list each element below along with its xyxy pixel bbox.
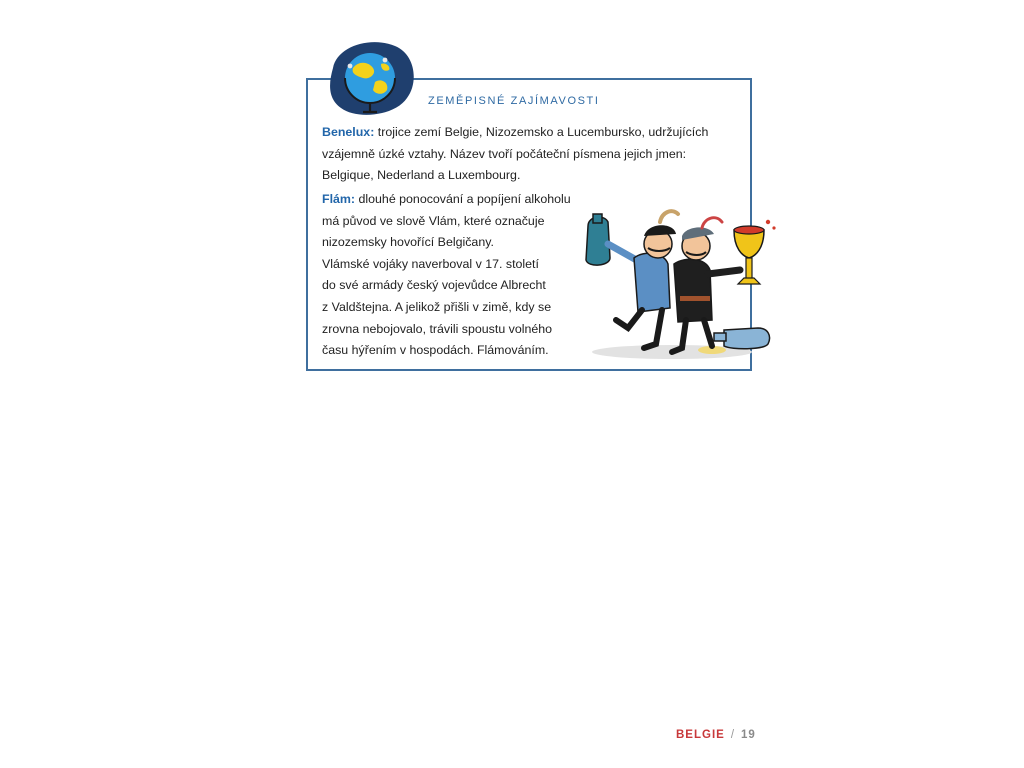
box-title: ZEMĚPISNÉ ZAJÍMAVOSTI bbox=[428, 95, 600, 107]
entry-benelux bbox=[322, 122, 708, 187]
entry-text: vzájemně úzké vztahy. Název tvoří počáteční písmena jejich jmen: bbox=[322, 146, 687, 161]
entry-text: dlouhé ponocování a popíjení alkoholu bbox=[358, 192, 571, 206]
entry-line bbox=[322, 122, 708, 144]
entry-text: z Valdštejna. A jelikož přišli v zimě, kdy se bbox=[322, 299, 552, 314]
entry-term: Benelux: bbox=[322, 125, 375, 139]
entry-text: nizozemsky hovořící Belgičany. bbox=[322, 235, 494, 250]
drinking-musketeers-illustration bbox=[582, 200, 782, 363]
entry-term: Flám: bbox=[322, 192, 356, 206]
entry-text: trojice zemí Belgie, Nizozemsko a Lucembursko, udržujících bbox=[377, 125, 709, 139]
page-footer bbox=[676, 729, 756, 741]
entry-text: má původ ve slově Vlám, které označuje bbox=[322, 213, 545, 228]
globe-icon bbox=[323, 38, 417, 118]
entry-flam bbox=[322, 189, 571, 362]
entry-line bbox=[322, 189, 571, 211]
entry-text: Belgique, Nederland a Luxembourg. bbox=[322, 168, 521, 183]
entry-text: Vlámské vojáky naverboval v 17. století bbox=[322, 256, 539, 271]
entry-text: do své armády český vojevůdce Albrecht bbox=[322, 278, 546, 293]
page-number: 19 bbox=[741, 729, 756, 741]
footer-separator: / bbox=[730, 729, 736, 741]
entry-text: času hýřením v hospodách. Flámováním. bbox=[322, 343, 549, 358]
footer-section: BELGIE bbox=[676, 729, 725, 741]
entry-text: zrovna nebojovalo, trávili spoustu volného bbox=[322, 321, 553, 336]
